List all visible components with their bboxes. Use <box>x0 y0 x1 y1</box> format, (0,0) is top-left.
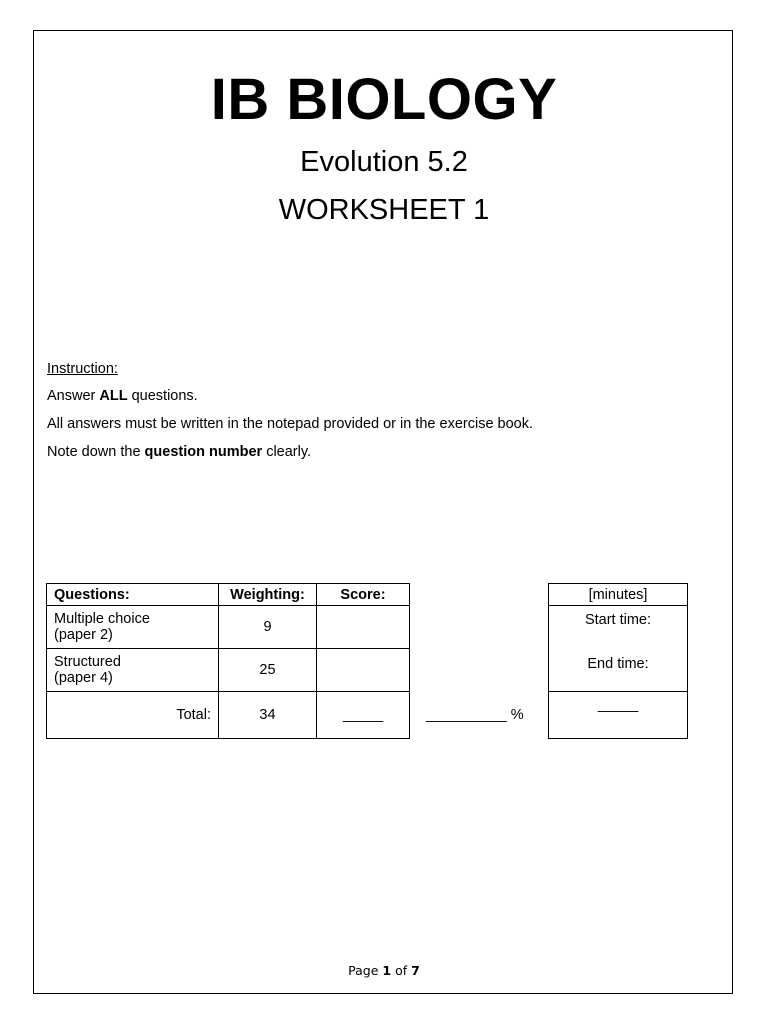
total-weighting: 34 <box>219 692 317 739</box>
worksheet-label: WORKSHEET 1 <box>278 194 490 226</box>
instruction-line-1: Answer ALL questions. <box>47 388 198 404</box>
table-row <box>47 649 410 692</box>
question-cell: Multiple choice (paper 2) <box>47 606 219 649</box>
header-score: Score: <box>317 584 410 606</box>
score-table <box>46 583 410 739</box>
score-cell[interactable] <box>317 606 410 649</box>
question-cell: Structured (paper 4) <box>47 649 219 692</box>
time-table <box>548 583 688 739</box>
score-table-header <box>47 584 410 606</box>
page-number: Page 1 of 7 <box>348 963 420 978</box>
start-time-label: Start time: <box>584 612 652 628</box>
total-row <box>47 692 410 739</box>
total-score-blank[interactable]: _____ <box>317 692 410 739</box>
instruction-heading: Instruction: <box>47 361 118 377</box>
time-total-blank[interactable]: _____ <box>549 692 688 739</box>
header-weighting: Weighting: <box>219 584 317 606</box>
total-label: Total: <box>47 692 219 739</box>
end-time-label: End time: <box>587 656 649 672</box>
time-header: [minutes] <box>549 584 688 606</box>
percentage-field[interactable]: __________ % <box>426 707 524 723</box>
time-entries <box>549 606 688 692</box>
weighting-cell: 25 <box>219 649 317 692</box>
document-subtitle: Evolution 5.2 <box>300 146 468 178</box>
score-cell[interactable] <box>317 649 410 692</box>
weighting-cell: 9 <box>219 606 317 649</box>
header-questions: Questions: <box>47 584 219 606</box>
document-title: IB BIOLOGY <box>210 67 558 132</box>
table-row <box>47 606 410 649</box>
instruction-line-3: Note down the question number clearly. <box>47 444 312 460</box>
instruction-line-2: All answers must be written in the notepad provided or in the exercise book. <box>47 416 534 432</box>
